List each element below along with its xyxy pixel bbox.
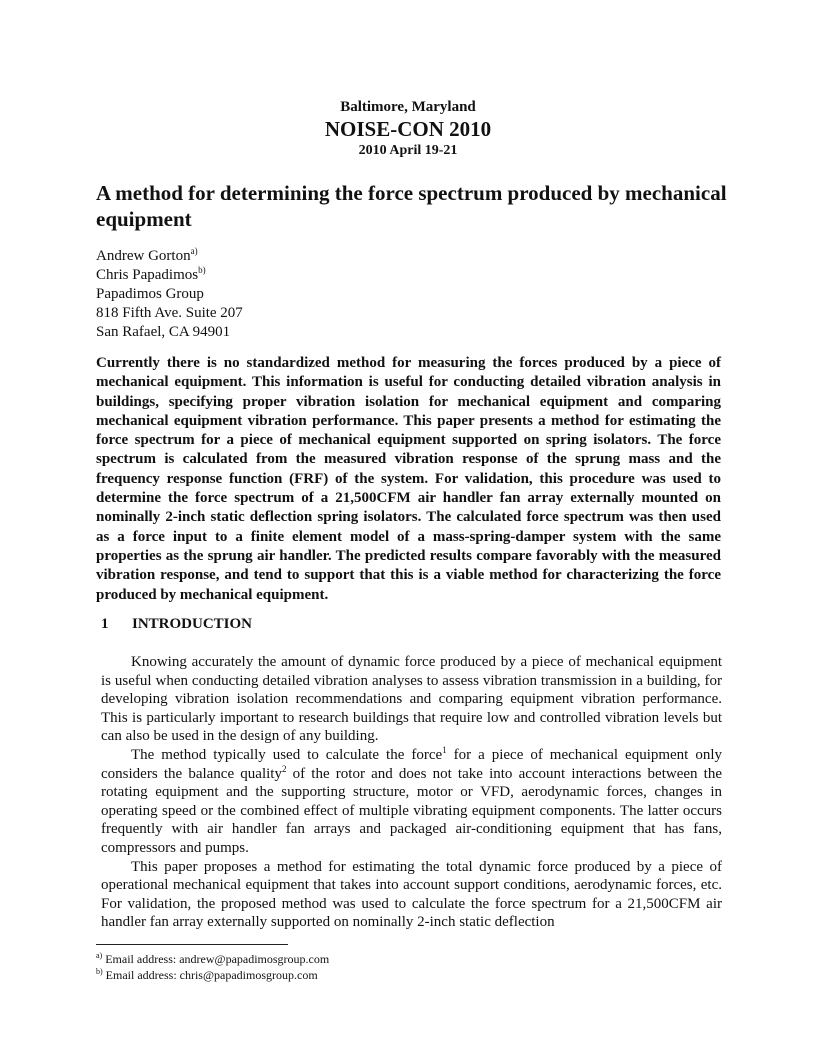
- footnote-divider: [96, 944, 288, 945]
- intro-paragraph-2: [101, 746, 722, 858]
- intro-p2-part-2: for a piece of mechanical equipment only considers the balance quality: [101, 746, 722, 782]
- abstract: Currently there is no standardized method for measuring the forces produced by a piece of mechanical equipment. This information is useful for conducting detailed vibration analysis in buildings, specifying proper vibration isolation for mechanical equipment and comparing mechanical equipment vibration performance. This paper presents a method for estimating the force spectrum for a piece of mechanical equipment supported on spring isolators. The force spectrum is calculated from the measured vibration response of the sprung mass and the frequency response function (FRF) of the system. For validation, this procedure was used to determine the force spectrum of a 21,500CFM air handler fan array externally mounted on nominally 2-inch static deflection spring isolators. The calculated force spectrum was then used as a force input to a finite element model of a mass-spring-damper system with the same properties as the sprung air handler. The predicted results compare favorably with the measured vibration response, and tend to support that this is a viable method for characterizing the force produced by mechanical equipment.: [96, 355, 721, 603]
- author-1-name: Andrew Gorton: [96, 248, 191, 264]
- conference-name: NOISE-CON 2010: [324, 117, 492, 141]
- conference-dates: 2010 April 19-21: [358, 143, 458, 158]
- footnote-b-text: Email address: chris@papadimosgroup.com: [102, 968, 318, 982]
- footnote-ref-1: 1: [442, 744, 447, 755]
- author-address-line-2: San Rafael, CA 94901: [96, 324, 231, 340]
- author-1-mark: a): [190, 246, 198, 256]
- footnote-a-text: Email address: andrew@papadimosgroup.com: [102, 952, 330, 966]
- author-block: [96, 247, 243, 342]
- author-organization: Papadimos Group: [96, 286, 204, 302]
- section-title: INTRODUCTION: [132, 616, 253, 632]
- intro-paragraph-3: This paper proposes a method for estimating the total dynamic force produced by a piece of operational mechanical equipment that takes into account support conditions, aerodynamic forces, etc. For validation, the proposed method was used to calculate the force spectrum for a 21,500CFM air handler fan array externally supported on nominally 2-inch static deflection: [101, 858, 722, 931]
- intro-p2-part-3: of the rotor and does not take into account interactions between the rotating equipment and the supporting structure, motor or VFD, aerodynamic forces, changes in operating speed or the combined effect of multiple vibrating equipment components. The latter occurs frequently with air handler fan arrays and packaged air-conditioning equipment that has fans, compressors and pumps.: [101, 765, 723, 856]
- author-2-name: Chris Papadimos: [96, 267, 199, 283]
- footnotes: [96, 951, 329, 983]
- section-heading-introduction: [101, 615, 252, 634]
- intro-p2-part-1: The method typically used to calculate the force: [131, 746, 443, 763]
- conference-city: Baltimore, Maryland: [340, 99, 476, 115]
- author-2: [96, 266, 243, 285]
- conference-header: [0, 98, 816, 159]
- author-address-line-1: 818 Fifth Ave. Suite 207: [96, 305, 243, 321]
- footnote-b: [96, 967, 329, 983]
- section-number: 1: [101, 616, 109, 632]
- footnote-b-mark: b): [96, 967, 103, 976]
- footnote-a-mark: a): [96, 951, 103, 960]
- author-2-mark: b): [198, 265, 206, 275]
- author-1: [96, 247, 243, 266]
- introduction-body: [101, 653, 722, 932]
- footnote-ref-2: 2: [281, 763, 287, 774]
- footnote-a: [96, 951, 329, 967]
- paper-title: A method for determining the force spectrum produced by mechanical equipment: [96, 181, 727, 231]
- intro-paragraph-1: Knowing accurately the amount of dynamic force produced by a piece of mechanical equipment is useful when conducting detailed vibration analyses to assess vibration transmission in a building, for developing vibration isolation recommendations and comparing equipment vibration performance. This is particularly important to research buildings that require low and controlled vibration levels but can also be used in the design of any building.: [101, 654, 722, 745]
